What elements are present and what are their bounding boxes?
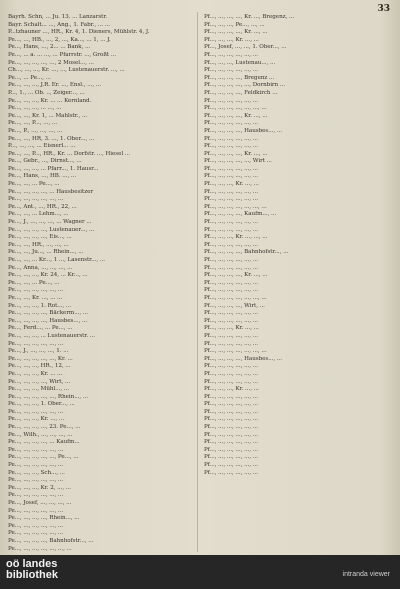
directory-entry: Pf..., ..., ..., ..., ..., ... [204,279,258,286]
directory-entry: Pf..., ..., ..., ..., ..., ... [204,462,258,469]
directory-entry: Pf..., ..., ..., ..., ..., ... [204,241,258,248]
directory-entry: Pe..., Hans, ..., 2... ... Bank, ... [8,44,91,51]
directory-entry: Pe..., ..., ..., ..., 23. Pe..., ... [8,424,81,431]
viewer-label[interactable]: intranda viewer [342,571,390,578]
directory-entry: Bayr. Schalt... ..., Ang., 1. Fabr., ... ... [8,21,110,28]
directory-entry: Pf..., ..., ..., ..., ..., ... [204,188,258,195]
directory-entry: Pf..., ..., ..., ..., ..., ... [204,416,258,423]
directory-entry: Pe..., ..., ..., ..., Bäckerm..., ... [8,310,89,317]
directory-entry: Pe..., Ant., ..., HR., 22, ... [8,203,77,210]
directory-entry: Pf..., ..., ..., ..., ..., ..., ... [204,348,267,355]
directory-entry: Pf..., ..., ..., ..., Kr. ..., Bregenz, ... [204,14,295,20]
directory-entry: Pe..., ..., Kr. 1, ... Mahlstr., ... [8,112,88,119]
directory-entry: Pe..., ..., ..., ..., Wirt, ... [8,378,71,385]
directory-entry: Pf..., ..., ..., Pe..., ..., ... [204,21,265,28]
directory-entry: Pf..., ..., ..., ..., ..., ... [204,424,258,431]
directory-entry: Pe..., ..., ..., ..., ..., 2 Mosel..., ... [8,59,94,66]
directory-entry: Pe..., ..., ..., 1. Ober..., ... [8,401,75,408]
directory-entry: Pf..., ..., ..., ..., Wirt, ... [204,302,265,309]
directory-entry: Pf..., ..., ..., ..., ..., ..., ... [204,294,267,301]
directory-entry: Pe..., ..., ..., ..., Rhein..., ... [8,515,80,522]
directory-entry: Pe..., ..., ..., ..., ..., ... [8,492,64,499]
directory-entry: P..., ..., ..., ... Eisnerl... ... [8,143,76,150]
right-column [204,14,386,477]
directory-entry: Pe..., ..., ..., ..., ..., ... [8,340,64,347]
directory-entry: Ch..., ..., ..., Kr. ..., ..., Lustenauerstr. ..., ... [8,67,125,74]
directory-entry: Pf..., ..., ..., ..., Bregenz ... [204,74,275,81]
directory-entry: Pf..., ..., ..., ..., Kr. ..., ... [204,150,268,157]
page-number: 33 [377,4,390,14]
directory-entry: Pf..., ..., ..., ..., ..., ... [204,332,258,339]
directory-entry: Pf..., ..., ..., ..., Bahnhofstr..., ... [204,249,289,256]
directory-entry: Pe..., ..., Kr. ..., ... ... [8,294,63,301]
directory-entry: Pf..., ..., ..., ..., Kr. ..., ... [204,272,268,279]
directory-entry: Pf..., ..., ..., ..., ..., ... [204,469,258,476]
directory-entry: Pf..., ..., ..., ..., ..., ... [204,310,258,317]
directory-entry: Pe..., ..., HB., ..., 2, ..., Ka..., ... 1, ... J. [8,36,111,43]
directory-entry: Pf..., ..., ..., ..., ..., Dornbirn ... [204,82,286,89]
directory-entry: Pe..., ..., ..., ... ..., ... [8,105,62,112]
directory-entry: Pf..., ..., ..., Kr. ..., ... [204,325,259,332]
directory-entry: Pf..., ..., ..., ..., ..., ... [204,67,258,74]
directory-entry: Pe..., ..., ... Lehm..., ... [8,211,69,218]
library-logo[interactable] [6,559,58,581]
directory-entry: Pf..., ..., ..., ..., ..., ... [204,393,258,400]
column-divider [197,12,198,552]
directory-entry: Pf..., ..., ..., ..., Hausbes..., ... [204,127,283,134]
directory-entry: Pe..., ..., ..., Kr. ... ... [8,370,63,377]
directory-entry: Pe..., ..., ..., ..., Bahnhofstr..., ... [8,537,94,544]
directory-entry: Pe..., ..., ..., ..., ..., ... [8,522,64,529]
directory-entry: Pe..., ..., P..., ..., ... [8,120,58,127]
directory-entry: Pf..., ..., ..., ..., ..., ... [204,173,258,180]
directory-entry: Pf..., ..., ..., ..., Kr. ..., ... [204,112,268,119]
directory-entry: Pe..., J., ..., ..., ..., ... Wagner ... [8,219,92,226]
directory-entry: Pe..., ..., ..., Kr. 2, ..., ... [8,484,72,491]
directory-entry: Pf..., ..., ..., ..., ..., ..., ... [204,105,267,112]
directory-entry: Pf..., ..., ..., ..., ..., ... [204,370,258,377]
directory-entry: Pf..., ..., ..., ..., ..., ... [204,401,258,408]
viewer-footer-bar [0,555,400,589]
directory-entry: Pf..., ..., ..., ..., ..., Wirt ... [204,158,272,165]
directory-entry: Pe..., ..., ..., ..., ..., ... [8,462,64,469]
directory-entry: Pf..., ..., ..., ..., ..., ... [204,219,258,226]
directory-entry: Pe..., ..., HR, 3. ..., 1. Ober..., ... [8,135,95,142]
directory-entry: Pf..., ..., ..., ..., ..., ... [204,340,258,347]
directory-entry: Pf..., ..., ..., ..., ..., ... [204,165,258,172]
directory-entry: Pe..., ..., ..., ..., ..., ... [8,530,64,537]
directory-entry: Pf..., ..., ..., ..., ..., ... [204,363,258,370]
directory-entry: Pf..., ..., ..., Kr. ..., ..., ... [204,234,268,241]
directory-entry: Pf..., ..., ..., ..., ..., ... [204,378,258,385]
directory-entry: Pf..., ..., ..., ..., ..., ... [204,143,258,150]
directory-entry: Pe..., ..., P..., HR., Kr. ... Dorfstr. ..., Hiesel ... [8,150,130,157]
directory-entry: Pf..., ..., ..., ..., ..., ... [204,439,258,446]
directory-entry: Pe..., ..., ..., ..., ... Kaufm... [8,439,80,446]
directory-entry: Pe..., ..., ..., ... Pfarr..., 1. Hausr... [8,165,99,172]
directory-entry: Pe..., ... Pe..., ... [8,74,51,81]
directory-entry: Pe..., P., ..., ..., ..., ... [8,127,63,134]
directory-entry: Pe..., Gebr., ..., Dirnst..., ... [8,158,82,165]
directory-entry: Pe..., ..., ..., ..., ... Hausbesitzer [8,188,94,195]
left-column [8,14,190,553]
directory-entry: Pe..., ..., ..., HR., 12, ... [8,363,71,370]
directory-entry: Pf..., ..., ..., ..., ..., ... [204,454,258,461]
directory-entry: Pe..., ..., ... Pe..., ... [8,181,60,188]
directory-entry: Pf..., ..., ..., ..., ..., ... [204,431,258,438]
directory-entry: Pe..., ..., Ju..., ... Rhein..., ... [8,249,84,256]
directory-entry: Pe..., Hans, ..., HB. ..., ... [8,173,77,180]
directory-entry: Pf..., ..., ..., ..., ..., ..., ... [204,203,267,210]
logo-line-2: bibliothek [6,569,58,581]
directory-entry: Pf..., ..., ..., ..., ..., ... [204,97,258,104]
directory-entry: Pe..., ..., ..., ..., ..., ... [8,446,64,453]
directory-entry: Pf..., ..., ..., ..., ..., ... [204,446,258,453]
directory-entry: Pe..., ..., ..., ..., ..., Pe..., ... [8,454,79,461]
directory-entry: Pe..., ..., ..., ..., ..., ... [8,287,64,294]
directory-entry: Pe..., ..., ..., ..., Eis..., ... [8,234,72,241]
directory-entry: P..., 1., ... Ob. .., Zeiger..., ... [8,89,85,96]
directory-entry: Pe..., Ferd..., ... Pe..., ... [8,325,73,332]
directory-entry: Pf..., ..., ..., ..., ..., ... [204,317,258,324]
directory-entry: Pe..., ..., ..., ..., ..., ..., ... [8,545,72,552]
directory-entry: Pe..., Wilh., ..., ..., ..., ... [8,431,73,438]
directory-entry: Pe..., ..., ..., 1. Rot..., ... [8,302,72,309]
directory-entry: Pe..., ..., ..., Kr. ..., ... [8,416,65,423]
directory-entry: Pf..., ..., ..., Kr. ..., ... [204,181,259,188]
directory-entry: Pe..., Anna, ..., ..., ..., ... [8,264,73,271]
directory-entry: Pe..., ..., ..., Sch..., ... [8,469,65,476]
logo-line-1: oö landes [6,558,58,570]
directory-entry: Pe..., ..., ..., ..., Lustenauer..., ... [8,226,95,233]
directory-entry: Pf..., ..., ..., ..., ..., ... [204,196,258,203]
directory-entry: Pf..., ..., ..., ..., ..., ... [204,408,258,415]
directory-entry: Pf..., ..., ..., ..., ..., ... [204,257,258,263]
directory-entry: Pe..., ... a. ... ..., ... Pfarrstr. ..., Großt ... [8,51,117,58]
directory-entry: Pe..., ..., HR., ..., ..., ... [8,241,69,248]
directory-entry: Pe..., ..., ..., ..., ..., ... [8,196,64,203]
directory-entry: Pe..., J., ..., ..., ..., 1. ... [8,348,69,355]
directory-entry: Pe..., ..., ..., Kr. 24, ... Kr..., ... [8,272,88,279]
directory-entry: Pf..., ..., ..., ..., ..., ... [204,51,258,58]
directory-entry: Pf..., ..., ..., ..., ..., ... [204,120,258,127]
directory-entry: Pf..., Josef, ..., ..., 1. Ober..., ... [204,44,287,51]
directory-entry: P...tzhauner ..., HR., Kr. 4, 1. Dieners, Mühlstr. 4, J. [8,29,150,36]
directory-entry: Pe..., ..., ..., ... Lustenauerstr. ... [8,332,95,339]
directory-entry: Pe..., ..., ..., J.R. Er. ..., Ensl., ..., ... [8,82,102,89]
directory-entry: Pf..., ..., ..., Kr. ..., ... [204,386,259,393]
directory-entry: Bayrh. Schn, ... Ju. 13. ... Lanzarstr. [8,14,108,20]
directory-entry: Pe..., ..., ..., ..., ..., ... [8,507,64,514]
directory-entry: Pe..., ..., ..., ..., ..., Kr. ... [8,355,73,362]
directory-entry: Pf..., ..., ..., ..., Kr. ..., ... [204,29,268,36]
directory-entry: Pe..., ..., ..., ..., ..., Rhein..., ... [8,393,89,400]
directory-entry: Pe..., ..., ... Kr..., 1 ..., Lasenstr..., ... [8,257,106,263]
directory-entry: Pe..., ..., ..., ..., Hausbes..., ... [8,317,88,324]
directory-entry: Pe..., ..., ..., ..., ..., ... [8,477,64,484]
directory-entry: Pf..., ..., ..., ..., Hausbes..., ... [204,355,283,362]
directory-entry: Pe..., ..., ..., Kr. ... ... Kernland. [8,97,92,104]
directory-entry: Pf..., ..., ..., ..., ..., ... [204,226,258,233]
directory-entry: Pf..., ..., ..., ..., ..., ... [204,287,258,294]
directory-entry: Pe..., ..., ..., ..., ..., ... [8,408,64,415]
directory-entry: Pe..., Josef, ..., ..., ..., ... [8,500,72,506]
directory-entry: Pf..., ..., ..., Kr. ..., ... [204,36,259,43]
directory-entry: Pe..., ..., ... Pe..., ... [8,279,60,286]
directory-entry: Pf..., ..., ..., ..., Feldkirch ... [204,89,278,96]
directory-entry: Pe..., ..., ..., Mühl..., ... [8,386,69,393]
directory-entry: Pf..., ..., ..., Lustenau..., ... [204,59,276,66]
directory-entry: Pf..., ..., ..., ..., ..., ... [204,135,258,142]
directory-entry: Pf..., ..., ..., ..., Kaufm..., ... [204,211,277,218]
directory-entry: Pf..., ..., ..., ..., ..., ... [204,264,258,271]
